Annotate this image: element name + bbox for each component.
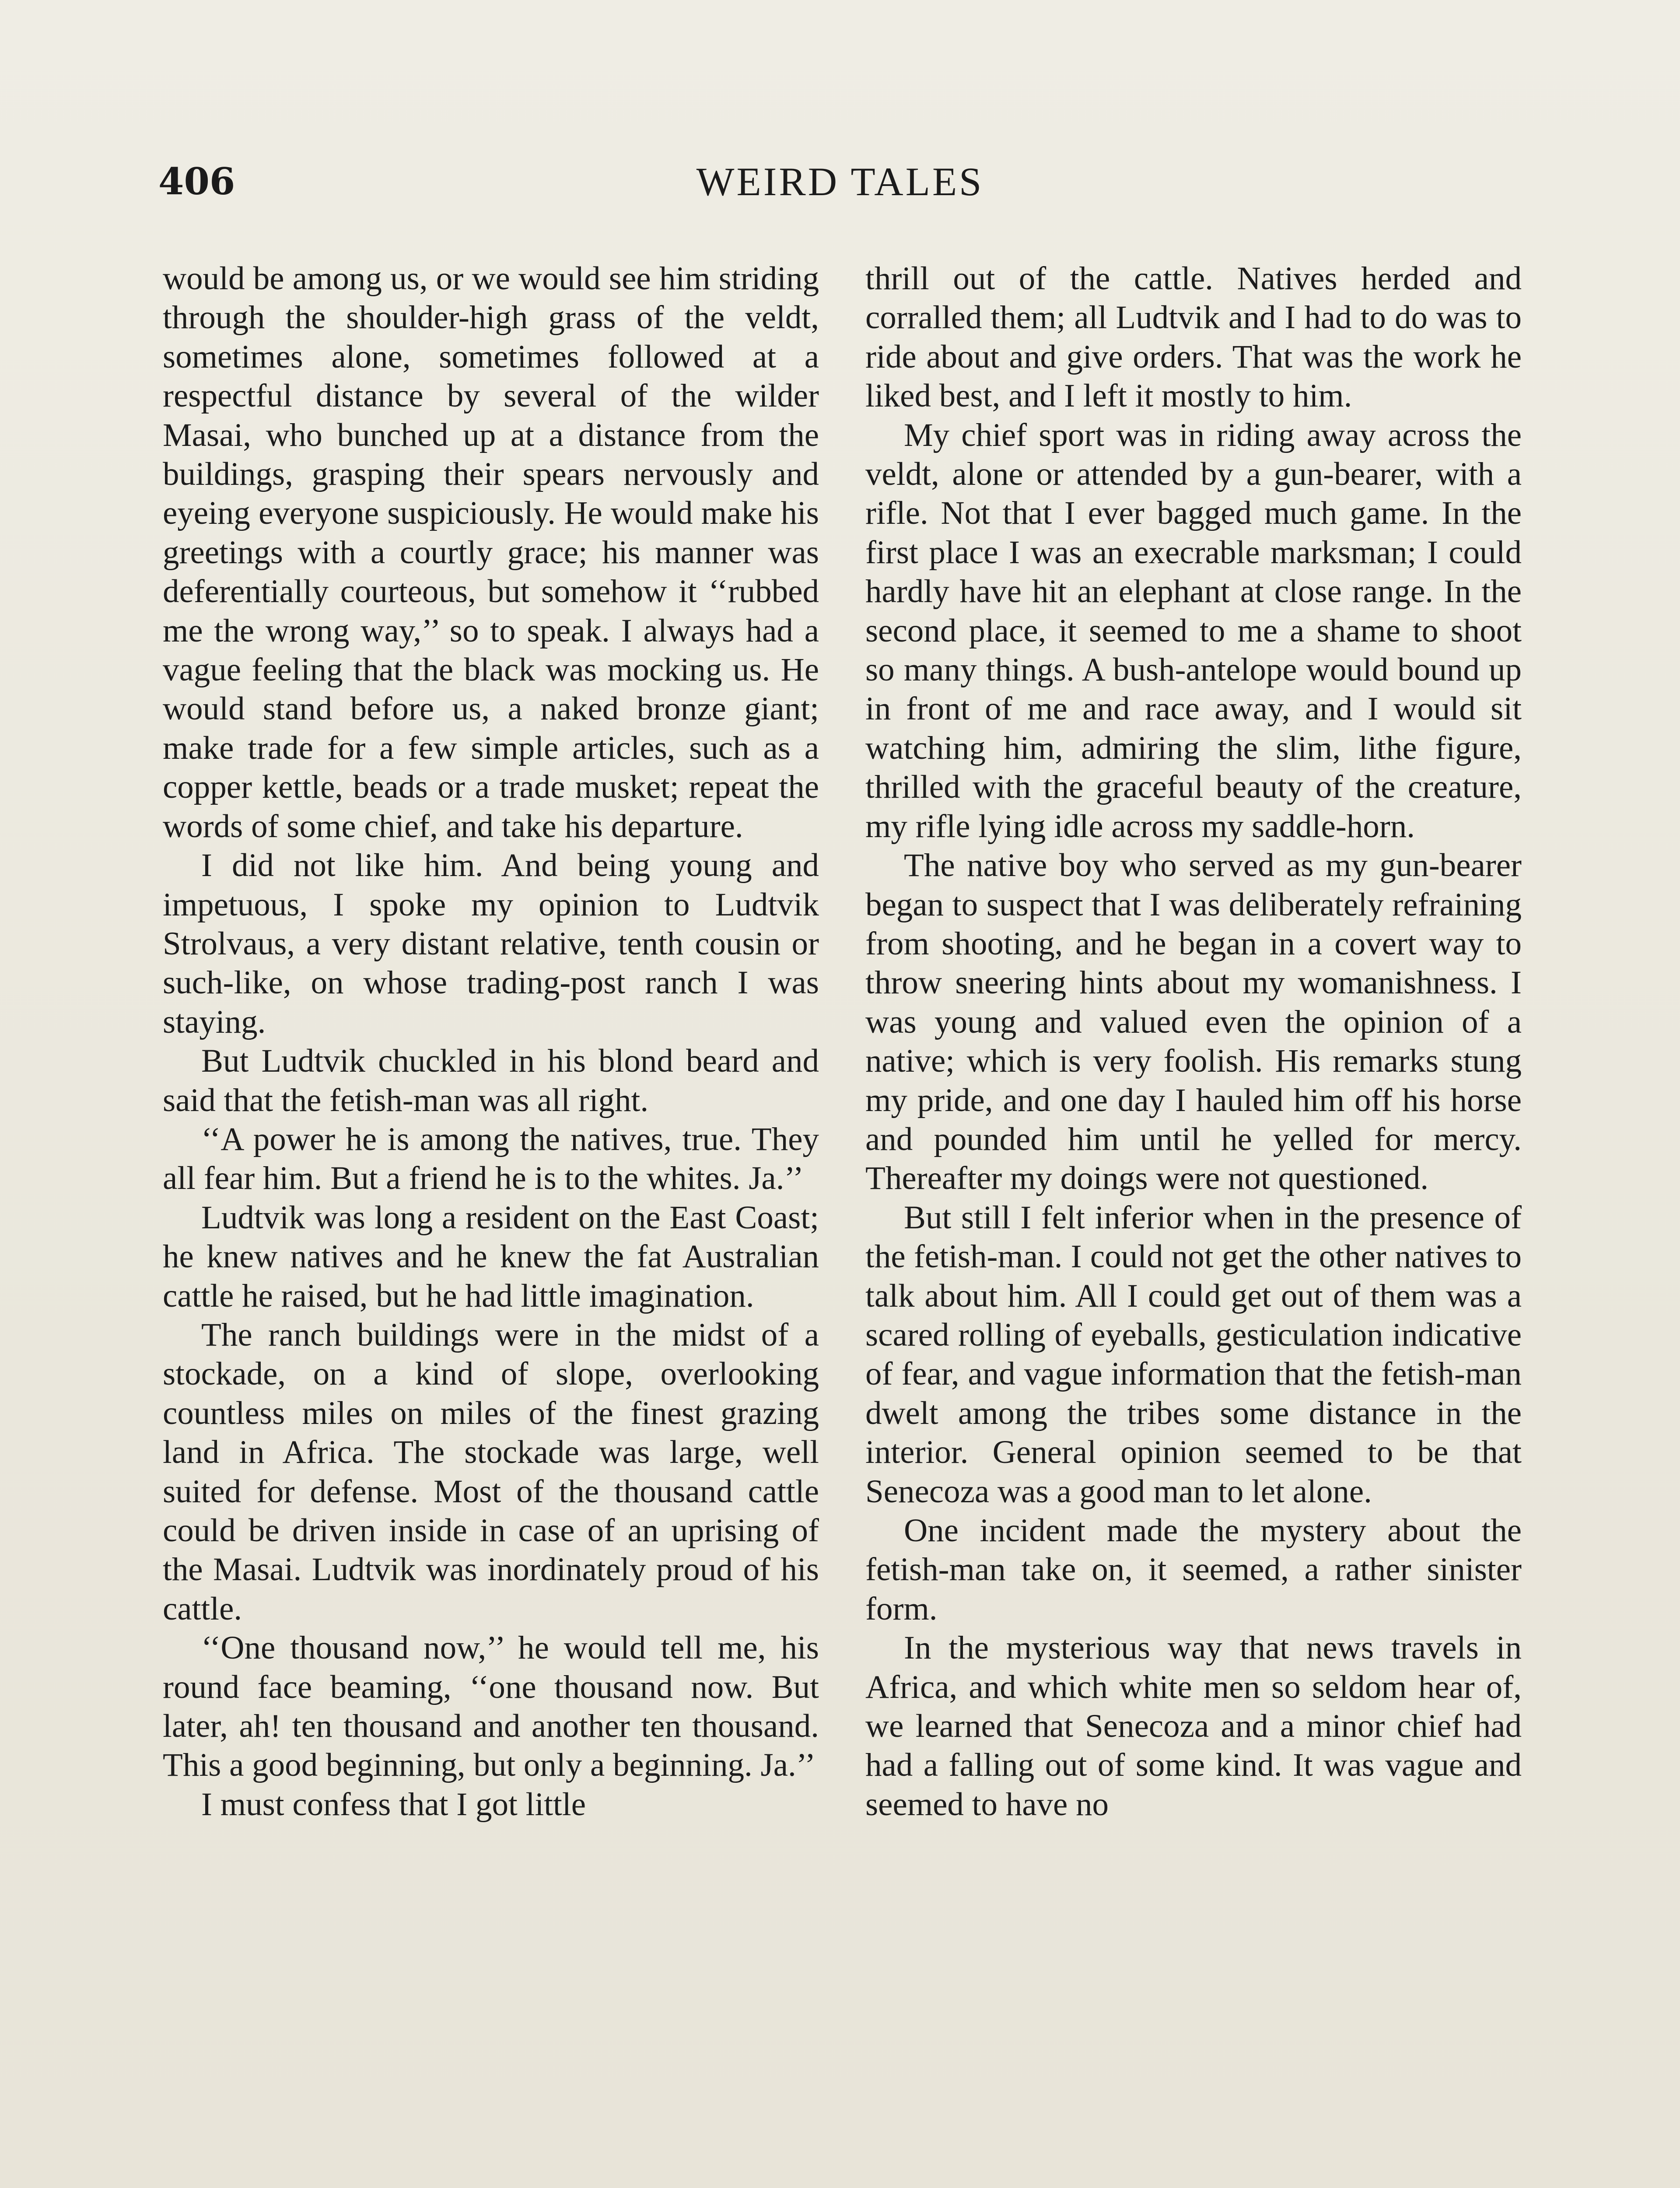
running-title: WEIRD TALES xyxy=(696,159,984,204)
paragraph: My chief sport was in riding away across the veldt, alone or attended by a gun-bearer, with a rifle. Not that I ever bagged much game. In the first place I was an execrable marksman; I could hardly have hit an elephant at close range. In the second place, it seemed to me a shame to shoot so many things. A bush-antelope would bound up in front of me and race away, and I would sit watching him, admiring the slim, lithe figure, thrilled with the graceful beauty of the creature, my rifle lying idle across my saddle-horn. xyxy=(865,417,1522,845)
paragraph: ‘‘A power he is among the natives, true. They all fear him. But a friend he is to the whites. Ja.’’ xyxy=(163,1121,819,1197)
paragraph: Ludtvik was long a resident on the East Coast; he knew natives and he knew the fat Australian cattle he raised, but he had little imagination. xyxy=(163,1199,819,1314)
paragraph: would be among us, or we would see him striding through the shoulder-high grass of the veldt, sometimes alone, sometimes followed at a respectful distance by several of the wilder Masai, who bunched up at a distance from the buildings, grasping their spears nervously and eyeing everyone suspiciously. He would make his greetings with a courtly grace; his manner was deferentially courteous, but somehow it ‘‘rubbed me the wrong way,’’ so to speak. I always had a vague feeling that the black was mocking us. He would stand before us, a naked bronze giant; make trade for a few simple articles, such as a copper kettle, beads or a trade musket; repeat the words of some chief, and take his departure. xyxy=(163,260,819,845)
paragraph: In the mysterious way that news travels in Africa, and which white men so seldom hear of, we learned that Senecoza and a minor chief had had a falling out of some kind. It was vague and seemed to have no xyxy=(865,1630,1522,1823)
paragraph: But Ludtvik chuckled in his blond beard and said that the fetish-man was all right. xyxy=(163,1043,819,1119)
paragraph: One incident made the mystery about the fetish-man take on, it seemed, a rather sinister form. xyxy=(865,1512,1522,1627)
paragraph: I must confess that I got little xyxy=(201,1786,586,1823)
paragraph: But still I felt inferior when in the presence of the fetish-man. I could not get the other natives to talk about him. All I could get out of them was a scared rolling of eyeballs, gesticulation indicative of fear, and vague information that the fetish-man dwelt among the tribes some distance in the interior. General opinion seemed to be that Senecoza was a good man to let alone. xyxy=(865,1199,1522,1510)
paragraph: ‘‘One thousand now,’’ he would tell me, his round face beaming, ‘‘one thousand now. But later, ah! ten thousand and another ten thousand. This a good beginning, but only a beginning. Ja.’’ xyxy=(163,1630,819,1784)
paragraph: The ranch buildings were in the midst of a stockade, on a kind of slope, overlooking countless miles on miles of the finest grazing land in Africa. The stockade was large, well suited for defense. Most of the thousand cattle could be driven inside in case of an uprising of the Masai. Ludtvik was inordinately proud of his cattle. xyxy=(163,1316,819,1627)
paragraph: thrill out of the cattle. Natives herded and corralled them; all Ludtvik and I had to do was to ride about and give orders. That was the work he liked best, and I left it mostly to him. xyxy=(865,260,1522,414)
paragraph: I did not like him. And being young and impetuous, I spoke my opinion to Ludtvik Strolvaus, a very distant relative, tenth cousin or such-like, on whose trading-post ranch I was staying. xyxy=(163,847,819,1040)
left-column xyxy=(163,259,819,1824)
page-header xyxy=(0,158,1680,210)
paragraph: The native boy who served as my gun-bearer began to suspect that I was deliberately refraining from shooting, and he began in a covert way to throw sneering hints about my womanishness. I was young and valued even the opinion of a native; which is very foolish. His remarks stung my pride, and one day I hauled him off his horse and pounded him until he yelled for mercy. Thereafter my doings were not questioned. xyxy=(865,847,1522,1197)
page-number: 406 xyxy=(158,160,235,203)
right-column xyxy=(865,259,1522,1824)
